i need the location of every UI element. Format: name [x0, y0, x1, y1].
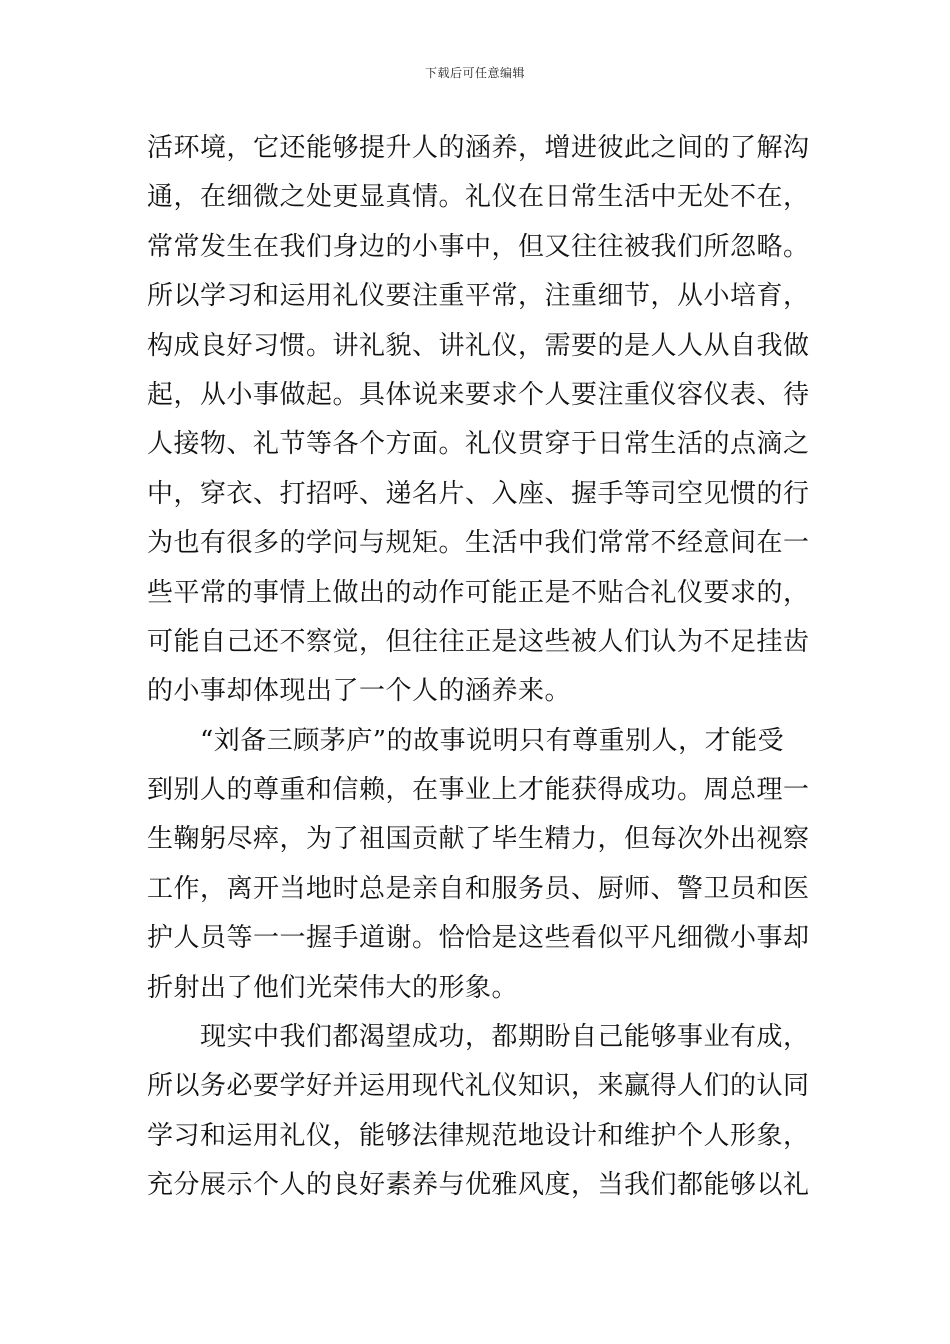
text-line: 起，从小事做起。具体说来要求个人要注重仪容仪表、待 — [147, 379, 810, 410]
text-line: 学习和运用礼仪，能够法律规范地设计和维护个人形象， — [147, 1120, 810, 1151]
document-body — [147, 124, 810, 1211]
text-line: 生鞠躬尽瘁，为了祖国贡献了毕生精力，但每次外出视察 — [147, 824, 810, 855]
text-line: 构成良好习惯。讲礼貌、讲礼仪，需要的是人人从自我做 — [147, 330, 810, 361]
text-line: 所以务必要学好并运用现代礼仪知识，来赢得人们的认同 — [147, 1071, 810, 1102]
text-line: 中，穿衣、打招呼、递名片、入座、握手等司空见惯的行 — [147, 478, 810, 509]
text-line: “刘备三顾茅庐”的故事说明只有尊重别人，才能受 — [147, 725, 785, 756]
text-line: 常常发生在我们身边的小事中，但又往往被我们所忽略。 — [147, 231, 810, 262]
text-line: 护人员等一一握手道谢。恰恰是这些看似平凡细微小事却 — [147, 923, 810, 954]
text-line: 可能自己还不察觉，但往往正是这些被人们认为不足挂齿 — [147, 626, 810, 657]
text-line: 的小事却体现出了一个人的涵养来。 — [147, 676, 572, 707]
text-line: 折射出了他们光荣伟大的形象。 — [147, 972, 519, 1003]
text-line: 所以学习和运用礼仪要注重平常，注重细节，从小培育， — [147, 281, 810, 312]
text-line: 到别人的尊重和信赖，在事业上才能获得成功。周总理一 — [147, 775, 810, 806]
text-line: 充分展示个人的良好素养与优雅风度，当我们都能够以礼 — [147, 1170, 810, 1201]
text-line: 些平常的事情上做出的动作可能正是不贴合礼仪要求的， — [147, 577, 810, 608]
text-line: 现实中我们都渴望成功，都期盼自己能够事业有成， — [147, 1022, 810, 1053]
page-header: 下载后可任意编辑 — [424, 66, 525, 80]
text-line: 为也有很多的学问与规矩。生活中我们常常不经意间在一 — [147, 528, 810, 559]
text-line: 活环境，它还能够提升人的涵养，增进彼此之间的了解沟 — [147, 133, 810, 163]
text-line: 人接物、礼节等各个方面。礼仪贯穿于日常生活的点滴之 — [147, 429, 810, 460]
text-line: 工作，离开当地时总是亲自和服务员、厨师、警卫员和医 — [147, 873, 810, 904]
text-line: 通，在细微之处更显真情。礼仪在日常生活中无处不在， — [147, 182, 810, 213]
